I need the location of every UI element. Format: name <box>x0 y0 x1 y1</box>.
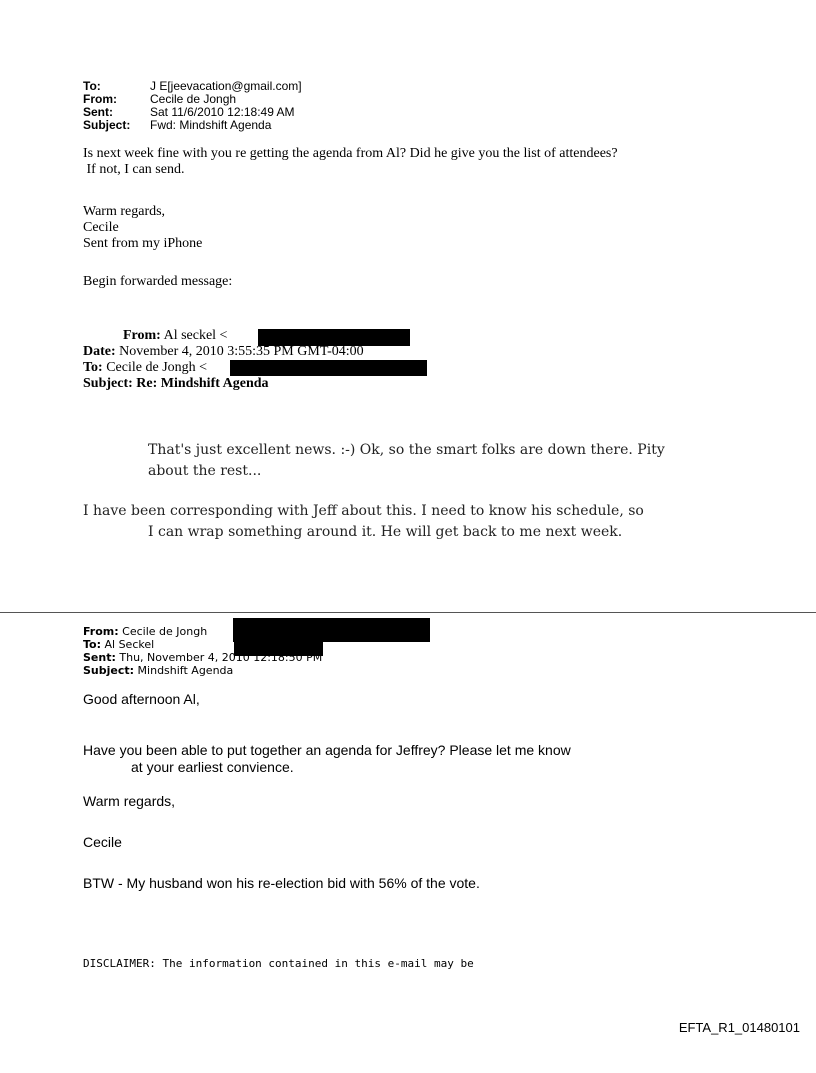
redaction <box>233 618 430 642</box>
orig-sent: Sent: Thu, November 4, 2010 12:18:50 PM <box>83 651 323 664</box>
document-id: EFTA_R1_01480101 <box>678 1020 800 1035</box>
header-sent: Sent: Sat 11/6/2010 12:18:49 AM <box>83 105 295 119</box>
body-line: Is next week fine with you re getting the agenda from Al? Did he give you the list of attendees? <box>83 146 618 161</box>
reply-line: I can wrap something around it. He will get back to me next week. <box>148 524 623 540</box>
body-line: Have you been able to put together an agenda for Jeffrey? Please let me know <box>83 742 571 758</box>
fwd-from: From: Al seckel < <box>123 328 228 343</box>
orig-to: To: Al Seckel <box>83 638 155 651</box>
header-subject: Subject: Fwd: Mindshift Agenda <box>83 118 272 132</box>
fwd-subject: Subject: Re: Mindshift Agenda <box>83 376 269 391</box>
disclaimer: DISCLAIMER: The information contained in this e-mail may be <box>83 957 474 970</box>
orig-from: From: Cecile de Jongh <box>83 625 208 638</box>
sent-from: Sent from my iPhone <box>83 236 203 251</box>
postscript: BTW - My husband won his re-election bid with 56% of the vote. <box>83 875 480 891</box>
quote-line: That's just excellent news. :-) Ok, so the smart folks are down there. Pity <box>148 442 665 458</box>
signature: Cecile <box>83 834 122 850</box>
reply-line: I have been corresponding with Jeff about this. I need to know his schedule, so <box>83 503 644 519</box>
orig-subject: Subject: Mindshift Agenda <box>83 664 234 677</box>
fwd-to: To: Cecile de Jongh < <box>83 360 208 375</box>
greeting: Good afternoon Al, <box>83 691 200 707</box>
forward-note: Begin forwarded message: <box>83 274 233 289</box>
signoff: Warm regards, <box>83 793 176 809</box>
body-line: at your earliest convience. <box>131 759 294 775</box>
fwd-date: Date: November 4, 2010 3:55:35 PM GMT-04:00 <box>83 344 364 359</box>
divider <box>0 612 816 613</box>
signature: Cecile <box>83 220 119 235</box>
redaction <box>230 360 427 376</box>
signoff: Warm regards, <box>83 204 166 219</box>
header-to: To: J E[jeevacation@gmail.com] <box>83 79 302 93</box>
body-line: If not, I can send. <box>83 162 185 177</box>
header-from: From: Cecile de Jongh <box>83 92 237 106</box>
email-header <box>83 80 302 132</box>
quote-line: about the rest... <box>148 463 262 479</box>
